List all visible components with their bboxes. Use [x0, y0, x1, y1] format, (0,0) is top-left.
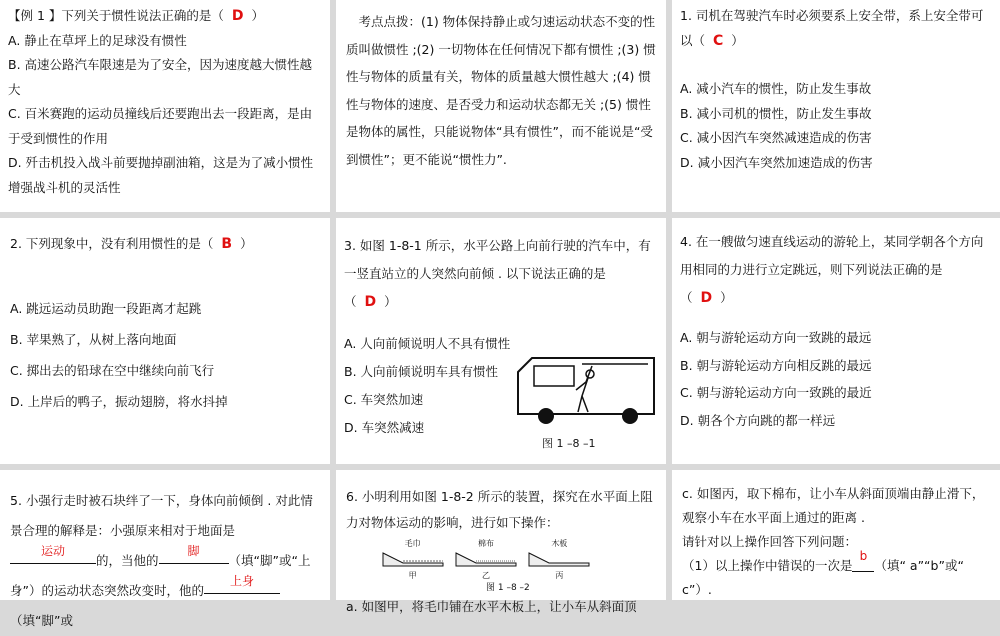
panel-label-2: 乙 — [481, 571, 490, 580]
q5-line1: 5. 小强行走时被石块绊了一下，身体向前倾倒 . 对此情景合理的解释是：小强原来相对于地面是 — [10, 493, 313, 538]
stem-text: 3. 如图 1-8-1 所示，水平公路上向前行驶的汽车中，有一竖直站立的人突然向前倾 . 以下说法正确的是（ — [344, 238, 651, 309]
step-c-text: c. 如图丙，取下棉布，让小车从斜面顶端由静止滑下，观察小车在水平面上通过的距离 . — [682, 486, 985, 525]
answer-mark: D — [231, 8, 244, 24]
question6-cut-line: a. 如图甲，将毛巾铺在水平木板上，让小车从斜面顶 — [346, 599, 637, 614]
option-a: A. 减小汽车的惯性，防止发生事故 — [680, 81, 872, 96]
q1-suffix: （填“ a”“b”或“ c”）. — [682, 558, 964, 597]
stem-text: 【例 1 】下列关于惯性说法正确的是（ — [8, 8, 224, 23]
ramp-figure — [376, 538, 596, 581]
ramp-drawing-2 — [454, 549, 518, 567]
option-b: B. 朝与游轮运动方向相反跳的最远 — [680, 357, 872, 373]
question3-stem — [344, 232, 658, 316]
stem-suffix: ） — [720, 290, 733, 305]
q5-line3b: （填“脚”或 — [10, 613, 73, 628]
option-d: D. 歼击机投入战斗前要抛掉副油箱，这是为了减小惯性增强战斗机的灵活性 — [8, 155, 314, 195]
q1-prefix: （1）以上操作中错误的一次是 — [682, 558, 853, 573]
q5-line2a: 的，当他的 — [96, 553, 159, 568]
option-b: B. 人向前倾说明车具有惯性 — [344, 364, 499, 379]
question5-text — [10, 486, 320, 636]
q1-answer: b — [859, 549, 868, 563]
tips-text: 考点点拨：(1) 物体保持静止或匀速运动状态不变的性质叫做惯性 ;(2) 一切物体在任何情况下都有惯性 ;(3) 惯性与物体的质量有关，物体的质量越大惯性越大 ;(4) 惯性与物体的速度、是否受力和运动状态都无关 ;(5) 惯性是物体的属性，只能说物体“具有惯性”，而不能说是“受到惯性”；更不能说“惯性力”. — [346, 14, 656, 167]
ramp-panel-2 — [449, 538, 522, 581]
stem-text: 2. 下列现象中，没有利用惯性的是（ — [10, 236, 214, 251]
option-b: B. 减小司机的惯性，防止发生事故 — [680, 105, 872, 121]
answer-mark: B — [221, 236, 233, 252]
option-c: C. 朝与游轮运动方向一致跳的最近 — [680, 385, 872, 400]
ramp-panel-3 — [523, 538, 596, 581]
question1-stem — [680, 4, 992, 53]
surface-label-2: 棉布 — [477, 539, 494, 548]
option-d: D. 朝各个方向跳的都一样远 — [680, 412, 836, 428]
answer-mark: C — [713, 32, 724, 49]
stem-text: 1. 司机在驾驶汽车时必须要系上安全带，系上安全带可以（ — [680, 8, 984, 48]
option-b: B. 苹果熟了，从树上落向地面 — [10, 331, 177, 347]
blank-3-answer: 上身 — [229, 574, 254, 588]
answer-mark: D — [364, 294, 377, 310]
blank-1 — [10, 546, 96, 564]
figure-caption: 图 1 –8 –2 — [486, 583, 530, 593]
blank-2 — [159, 546, 229, 564]
blank-2-answer: 脚 — [187, 544, 200, 558]
question6-stem: 6. 小明利用如图 1-8-2 所示的装置，探究在水平面上阻力对物体运动的影响，进行如下操作： — [346, 489, 653, 530]
option-a: A. 跳远运动员助跑一段距离才起跳 — [10, 300, 202, 316]
panel-label-3: 丙 — [555, 571, 564, 580]
instruction-text: 请针对以上操作回答下列问题： — [682, 534, 858, 549]
bus-figure — [512, 354, 662, 430]
stem-suffix: ） — [251, 8, 265, 23]
answer-mark: D — [700, 290, 713, 306]
q1-blank — [852, 549, 874, 572]
question6-panel — [336, 470, 666, 614]
question4-panel — [672, 218, 1000, 464]
option-c: C. 车突然加速 — [344, 392, 424, 407]
option-c: C. 减小因汽车突然减速造成的伤害 — [680, 130, 872, 145]
example1-panel — [0, 0, 330, 212]
ramp-drawing-1 — [381, 549, 445, 567]
q5-line2b: （填“脚”或“上身”）的运动状态突然改变时，他的 — [10, 553, 311, 598]
blank-1-answer: 运动 — [40, 544, 65, 558]
stem-suffix: ） — [384, 294, 397, 309]
question5-panel — [0, 470, 330, 628]
question1-panel — [672, 0, 1000, 212]
figure-caption: 图 1 –8 –1 — [542, 437, 596, 450]
option-a: A. 静止在草坪上的足球没有惯性 — [8, 32, 187, 48]
panel-label-1: 甲 — [408, 571, 417, 580]
option-c: C. 百米赛跑的运动员撞线后还要跑出去一段距离，是由于受到惯性的作用 — [8, 106, 313, 146]
blank-3 — [204, 576, 280, 594]
option-d: D. 上岸后的鸭子，振动翅膀，将水抖掉 — [10, 393, 228, 409]
question4-stem — [680, 228, 992, 312]
example1-stem — [8, 4, 322, 29]
question6-continued-panel — [672, 470, 1000, 600]
surface-label-1: 毛巾 — [404, 539, 421, 548]
ramp-drawing-3 — [527, 549, 591, 567]
option-b: B. 高速公路汽车限速是为了安全，因为速度越大惯性越大 — [8, 57, 313, 97]
subquestion-1 — [682, 549, 990, 602]
option-a: A. 人向前倾说明人不具有惯性 — [344, 336, 511, 351]
ramp-panel-1 — [376, 538, 449, 581]
question2-stem — [10, 232, 320, 257]
option-d: D. 减小因汽车突然加速造成的伤害 — [680, 154, 873, 170]
stem-suffix: ） — [731, 32, 744, 48]
option-a: A. 朝与游轮运动方向一致跳的最远 — [680, 330, 872, 345]
option-c: C. 掷出去的铅球在空中继续向前飞行 — [10, 362, 215, 378]
stem-text: 4. 在一艘做匀速直线运动的游轮上，某同学朝各个方向用相同的力进行立定跳远，则下列说法正确的是（ — [680, 234, 984, 305]
question3-panel — [336, 218, 666, 464]
stem-suffix: ） — [240, 236, 253, 251]
surface-label-3: 木板 — [551, 539, 568, 548]
question2-panel — [0, 218, 330, 464]
tips-panel — [336, 0, 666, 212]
option-d: D. 车突然减速 — [344, 420, 425, 435]
